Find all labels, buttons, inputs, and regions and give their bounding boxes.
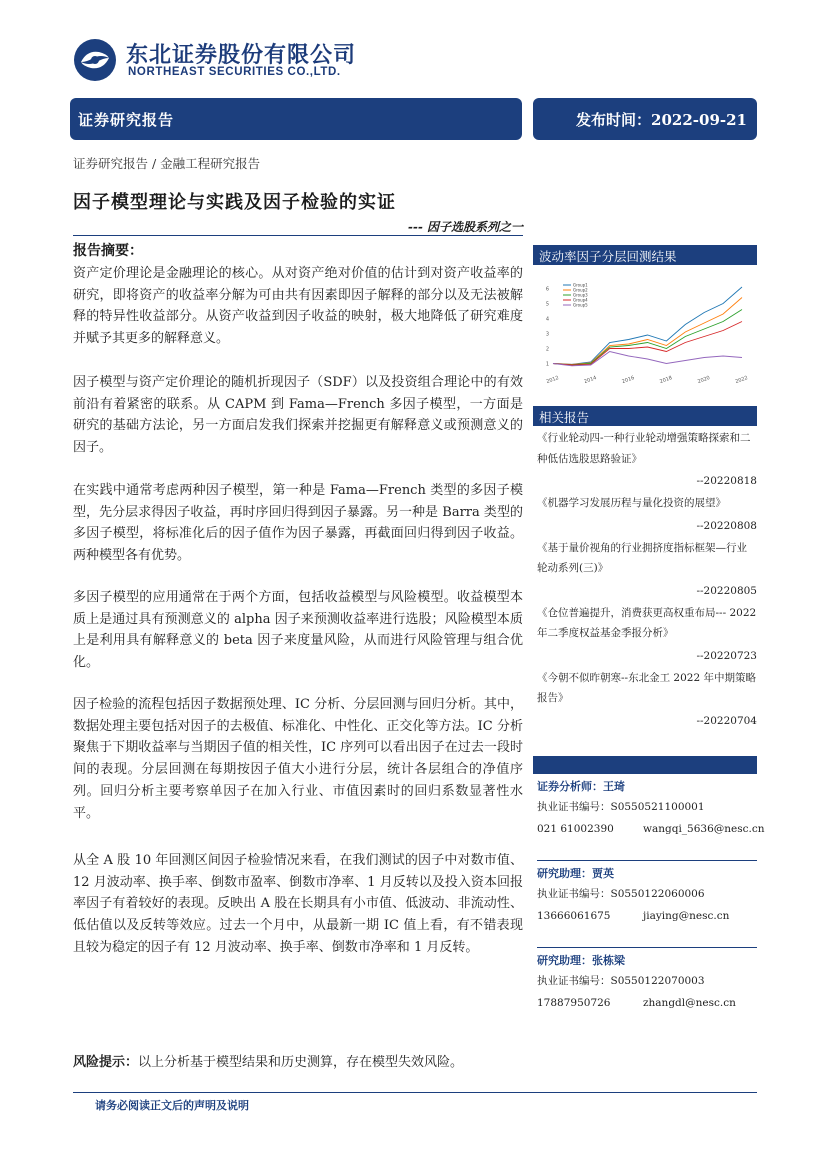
related-report-date: --20220818: [696, 475, 757, 487]
analyst-contact: [537, 992, 757, 1014]
analyst-role: 证券分析师：王琦: [537, 780, 625, 793]
chart-section-header: [533, 245, 757, 265]
y-tick-label: 1: [545, 361, 549, 368]
analyst-block: [537, 860, 757, 927]
breadcrumb: 证券研究报告 / 金融工程研究报告: [73, 156, 261, 171]
x-tick-label: 2018: [659, 375, 674, 386]
x-tick-label: 2012: [545, 375, 560, 386]
x-tick-label: 2020: [696, 375, 711, 386]
legend-label: Group2: [573, 287, 588, 293]
analyst-email[interactable]: jiaying@nesc.cn: [643, 910, 730, 922]
related-reports-header: [533, 406, 757, 426]
y-tick-label: 3: [545, 331, 549, 338]
footer-divider: [73, 1092, 757, 1093]
analyst-phone: 021 61002390: [537, 823, 614, 835]
related-report-item[interactable]: [537, 493, 757, 538]
chart-title: 波动率因子分层回测结果: [539, 249, 677, 264]
y-tick-label: 5: [545, 301, 549, 308]
summary-paragraph: 多因子模型的应用通常在于两个方面，包括收益模型与风险模型。收益模型本质上是通过具有预测意义的 alpha 因子来预测收益率进行选股；风险模型本质上是利用具有解释意义的 beta 因子来度量风险，从而进行风险管理与组合优化。: [73, 590, 523, 671]
analyst-block: [537, 778, 765, 840]
analyst-block: [537, 947, 757, 1014]
series-line: [553, 322, 742, 366]
x-tick-label: 2016: [621, 375, 636, 386]
company-name-en: NORTHEAST SECURITIES CO.,LTD.: [128, 66, 341, 78]
related-report-date: --20220805: [696, 584, 757, 597]
related-report-item[interactable]: [537, 603, 757, 668]
analyst-phone: 17887950726: [537, 997, 611, 1009]
summary-paragraph: 从全 A 股 10 年回测区间因子检验情况来看，在我们测试的因子中对数市值、12 月波动率、换手率、倒数市盈率、倒数市净率、1 月反转以及投入资本回报率因子有着较好的表现。反映出 A 股在长期具有小市值、低波动、非流动性、低估值以及反转等效应。过去一个月中，从最新一期 IC 值上看，有不错表现且较为稳定的因子有 12 月波动率、换手率、倒数市净率和 1 月反转。: [73, 853, 523, 955]
x-tick-label: 2022: [734, 375, 749, 386]
related-report-item[interactable]: [537, 668, 757, 733]
analyst-phone: 13666061675: [537, 910, 611, 922]
related-report-title[interactable]: 《行业轮动四-一种行业轮动增强策略探索和二种低估选股思路验证》: [537, 432, 751, 465]
legend-label: Group3: [573, 292, 588, 298]
analyst-cert: 执业证书编号：S0550122060006: [537, 888, 705, 900]
related-reports-list: [537, 428, 757, 733]
y-tick-label: 2: [545, 346, 549, 353]
analyst-contact: [537, 818, 765, 840]
company-name-cn: 东北证券股份有限公司: [126, 43, 357, 68]
analyst-cert: 执业证书编号：S0550521100001: [537, 801, 705, 813]
risk-warning: [73, 1051, 463, 1070]
analyst-section-bar: [533, 756, 757, 774]
analyst-contact: [537, 905, 757, 927]
series-subtitle: --- 因子选股系列之一: [407, 220, 523, 234]
summary-heading: 报告摘要：: [73, 243, 143, 259]
legend-label: Group5: [573, 302, 588, 308]
publish-date-banner: [533, 98, 757, 140]
volatility-factor-chart: [537, 275, 752, 390]
y-tick-label: 6: [545, 286, 549, 293]
title-divider: [73, 235, 523, 236]
related-report-title[interactable]: 《仓位普遍提升，消费获更高权重布局--- 2022年二季度权益基金季报分析》: [537, 606, 757, 639]
related-report-title[interactable]: 《基于量价视角的行业拥挤度指标框架—行业轮动系列(三)》: [537, 541, 747, 574]
summary-paragraph: 在实践中通常考虑两种因子模型，第一种是 Fama—French 类型的多因子模型，先分层求得因子收益，再时序回归得到因子暴露。另一种是 Barra 类型的多因子模型，将标准化后的因子值作为因子暴露，再截面回归得到因子收益。两种模型各有优势。: [73, 483, 523, 564]
related-report-item[interactable]: [537, 538, 757, 603]
analyst-email[interactable]: wangqi_5636@nesc.cn: [643, 823, 765, 835]
related-report-date: --20220808: [696, 519, 757, 532]
risk-text: 以上分析基于模型结果和历史测算，存在模型失效风险。: [138, 1055, 464, 1070]
analyst-role: 研究助理：张栋梁: [537, 947, 757, 970]
analyst-cert: 执业证书编号：S0550122070003: [537, 975, 705, 987]
related-report-date: --20220723: [696, 649, 757, 662]
y-tick-label: 4: [545, 316, 549, 323]
report-type-banner: [70, 98, 522, 140]
summary-paragraph: 资产定价理论是金融理论的核心。从对资产绝对价值的估计到对资产收益率的研究，即将资产的收益率分解为可由共有因素即因子解释的部分以及无法被解释的特异性收益部分。从资产收益到因子收益的映射，极大地降低了研究难度并赋予其更多的解释意义。: [73, 266, 523, 347]
related-report-item[interactable]: [537, 428, 757, 493]
related-reports-title: 相关报告: [539, 410, 590, 425]
footer-disclaimer-link[interactable]: 请务必阅读正文后的声明及说明: [95, 1099, 249, 1112]
page-title: 因子模型理论与实践及因子检验的实证: [73, 192, 396, 213]
publish-date-label: 发布时间：2022-09-21: [576, 111, 747, 129]
analyst-email[interactable]: zhangdl@nesc.cn: [643, 997, 736, 1009]
related-report-date: --20220704: [696, 714, 757, 727]
analyst-role: 研究助理：贾英: [537, 860, 757, 883]
x-tick-label: 2014: [583, 375, 598, 386]
risk-label: 风险提示：: [73, 1055, 139, 1070]
legend-label: Group4: [573, 297, 588, 303]
related-report-title[interactable]: 《机器学习发展历程与量化投资的展望》: [537, 497, 726, 509]
summary-paragraph: 因子模型与资产定价理论的随机折现因子（SDF）以及投资组合理论中的有效前沿有着紧密的联系。从 CAPM 到 Fama—French 多因子模型，一方面是研究的基础方法论，另一方面启发我们探索并挖掘更有解释意义或预测意义的因子。: [73, 375, 523, 456]
summary-paragraph: 因子检验的流程包括因子数据预处理、IC 分析、分层回测与回归分析。其中，数据处理主要包括对因子的去极值、标准化、中性化、正交化等方法。IC 分析聚焦于下期收益率与当期因子值的相关性，IC 序列可以看出因子在过去一段时间的表现。分层回测在每期按因子值大小进行分层，统计各层组合的净值序列。回归分析主要考察单因子在加入行业、市值因素时的回归系数显著性水平。: [73, 697, 523, 821]
logo-icon: [73, 38, 117, 82]
legend-label: Group1: [573, 282, 588, 288]
report-type-label: 证券研究报告: [78, 111, 175, 129]
related-report-title[interactable]: 《今朝不似昨朝寒--东北金工 2022 年中期策略报告》: [537, 671, 756, 704]
